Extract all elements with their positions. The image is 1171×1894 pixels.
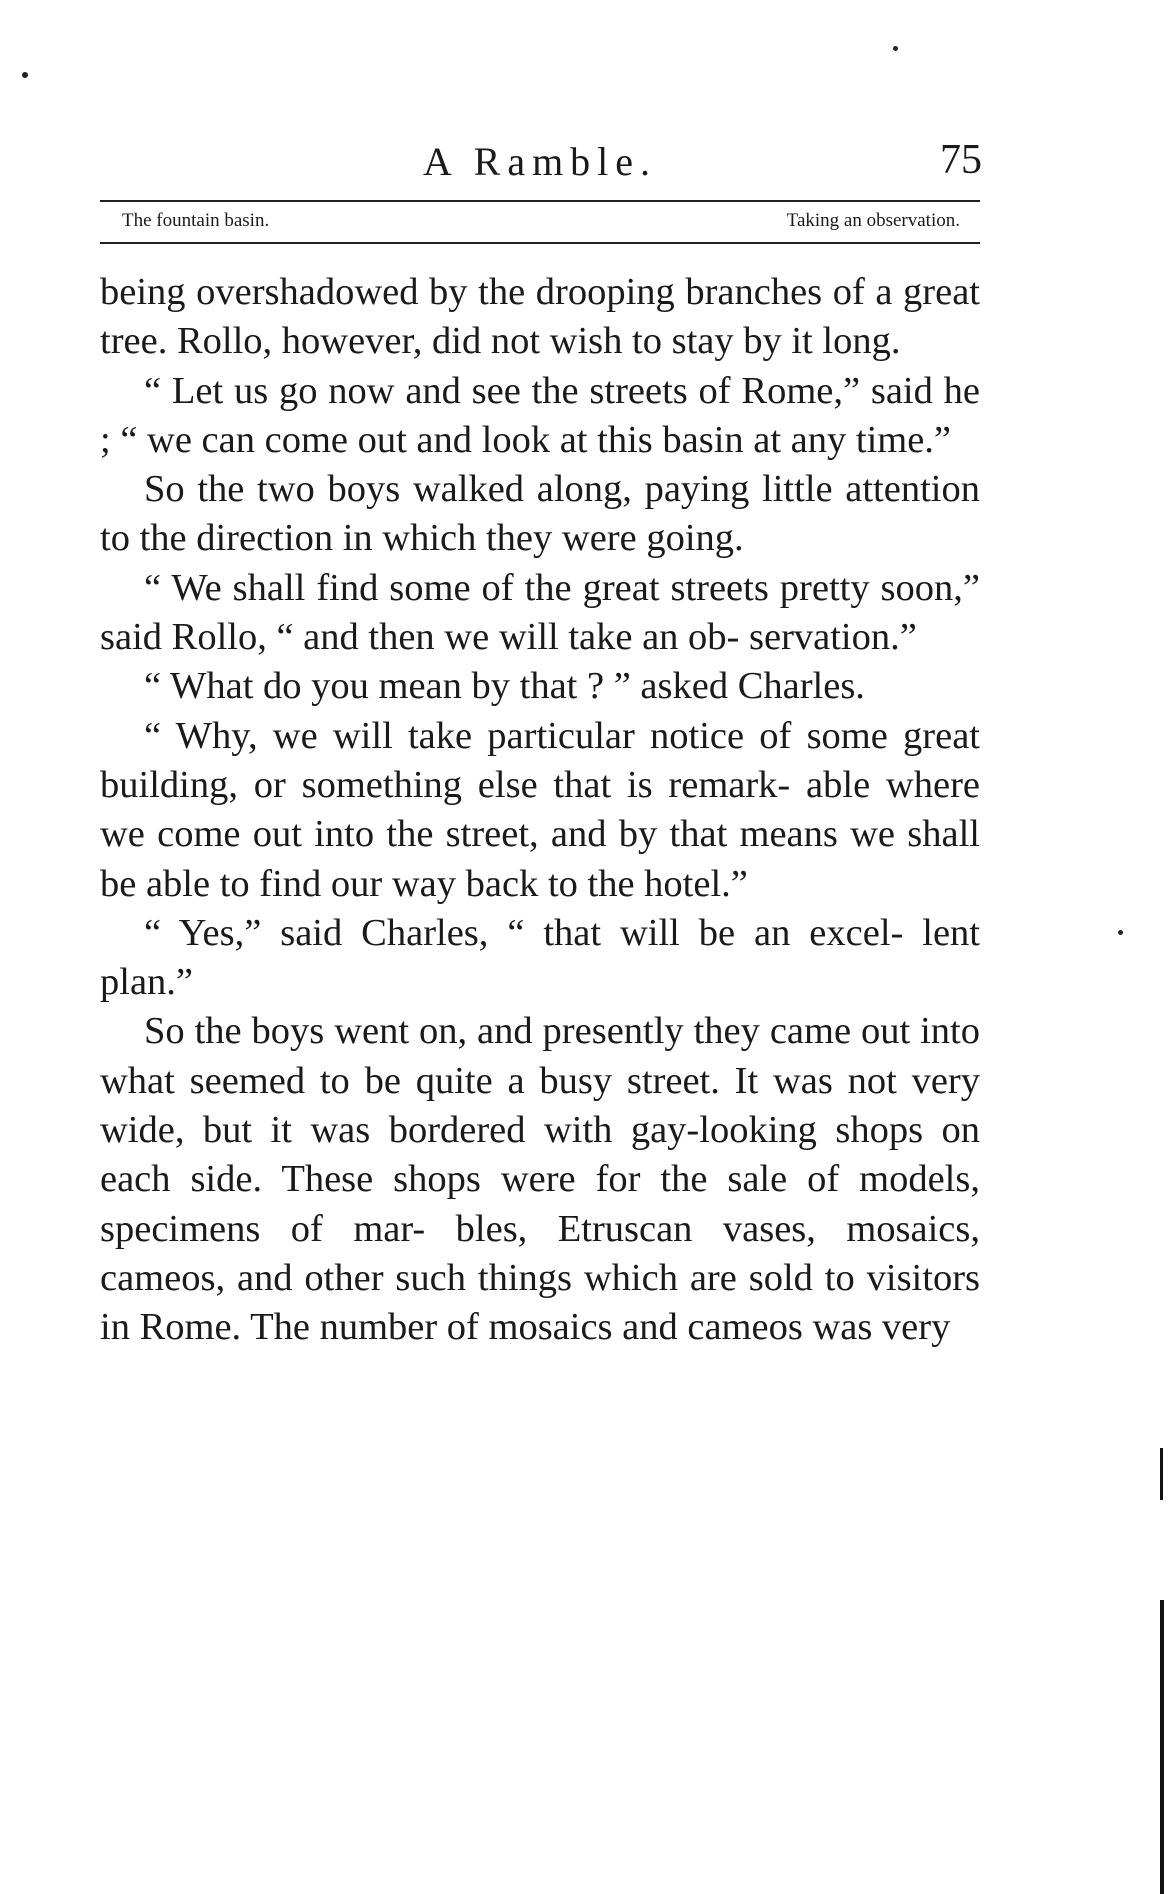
body-text bbox=[100, 268, 980, 1353]
scan-speck bbox=[1118, 930, 1123, 935]
scan-margin-mark bbox=[1160, 1600, 1164, 1894]
header-rule-bottom bbox=[100, 242, 980, 244]
catchword-right: Taking an observation. bbox=[786, 210, 960, 231]
paragraph: “ Yes,” said Charles, “ that will be an excel- lent plan.” bbox=[100, 911, 980, 1004]
paragraph: “ What do you mean by that ? ” asked Charles. bbox=[144, 665, 865, 708]
running-title: A Ramble. bbox=[422, 139, 658, 184]
book-page bbox=[100, 130, 980, 1353]
running-head bbox=[100, 130, 980, 190]
page-number: 75 bbox=[940, 137, 982, 183]
paragraph: “ Why, we will take particular notice of some great building, or something else that is remark- able where we come out into the street, and by that means we shall be able to find our way back to the hotel.” bbox=[100, 714, 980, 905]
scan-margin-mark bbox=[1160, 1448, 1163, 1500]
paragraph: “ We shall find some of the great streets pretty soon,” said Rollo, “ and then we will take an ob- servation.” bbox=[100, 566, 980, 659]
scan-speck bbox=[893, 46, 898, 51]
paragraph-continued: being overshadowed by the drooping branches of a great tree. Rollo, however, did not wish to stay by it long. bbox=[100, 271, 980, 363]
catchwords-line bbox=[100, 202, 980, 242]
paragraph: “ Let us go now and see the streets of Rome,” said he ; “ we can come out and look at this basin at any time.” bbox=[100, 369, 980, 461]
paragraph: So the boys went on, and presently they came out into what seemed to be quite a busy street. It was not very wide, but it was bordered with gay-looking shops on each side. These shops were for the sale of models, specimens of mar- bles, Etruscan vases, mosaics, cameos, and other such things which are sold to visitors in Rome. The number of mosaics and cameos was very bbox=[100, 1010, 980, 1349]
scan-speck bbox=[22, 72, 28, 78]
paragraph: So the two boys walked along, paying little attention to the direction in which they were going. bbox=[100, 468, 980, 560]
catchword-left: The fountain basin. bbox=[122, 210, 270, 231]
